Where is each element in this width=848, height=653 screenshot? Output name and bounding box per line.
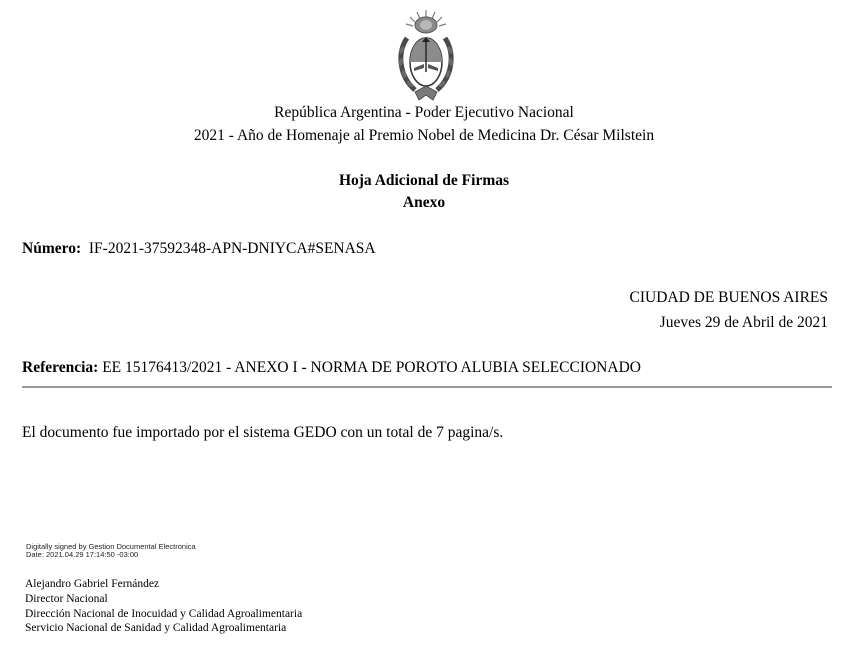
referencia-row [22, 359, 641, 377]
signer-role: Director Nacional [25, 593, 108, 605]
header-line-2: 2021 - Año de Homenaje al Premio Nobel de Medicina Dr. César Milstein [193, 127, 655, 144]
signer-department: Dirección Nacional de Inocuidad y Calidad Agroalimentaria [25, 608, 303, 620]
document-subtitle: Anexo [402, 194, 446, 211]
date: Jueves 29 de Abril de 2021 [659, 314, 828, 331]
referencia-value: EE 15176413/2021 - ANEXO I - NORMA DE POROTO ALUBIA SELECCIONADO [102, 359, 641, 376]
signer-agency: Servicio Nacional de Sanidad y Calidad Agroalimentaria [25, 622, 287, 634]
digital-signature-line-2: Date: 2021.04.29 17:14:50 -03:00 [26, 550, 139, 559]
numero-label: Número: [22, 240, 82, 257]
header-line-1: República Argentina - Poder Ejecutivo Nacional [274, 104, 574, 121]
numero-value: IF-2021-37592348-APN-DNIYCA#SENASA [88, 240, 376, 257]
city: CIUDAD DE BUENOS AIRES [629, 289, 828, 306]
body-text: El documento fue importado por el sistema GEDO con un total de 7 pagina/s. [22, 424, 504, 441]
referencia-label: Referencia: [22, 359, 99, 376]
signer-name: Alejandro Gabriel Fernández [25, 578, 160, 590]
argentina-coat-of-arms-icon [393, 8, 459, 104]
document-title: Hoja Adicional de Firmas [338, 172, 510, 189]
digital-signature-line-1: Digitally signed by Gestion Documental Electronica [26, 542, 196, 551]
divider [22, 386, 832, 388]
numero-row [22, 240, 376, 258]
